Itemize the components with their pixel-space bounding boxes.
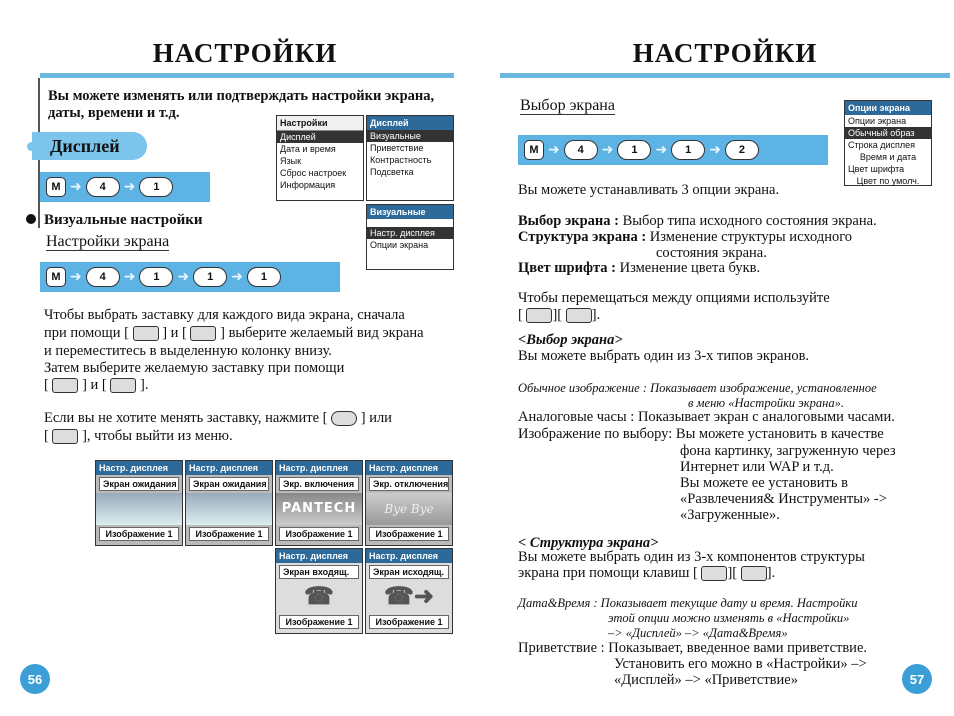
- greeting-3: «Дисплей» –> «Приветствие»: [614, 672, 798, 688]
- def-screen-select: Выбор экрана : Выбор типа исходного состояния экрана.: [518, 213, 877, 229]
- arrow-right-icon: ➜: [655, 142, 668, 158]
- section-structure-text-1: Вы можете выбрать один из 3-х компонентов структуры: [518, 549, 865, 565]
- screen-shot-6: [365, 548, 453, 634]
- menu-item[interactable]: Дата и время: [280, 144, 336, 154]
- shot-foot: Изображение 1: [279, 527, 359, 541]
- section-screen-select-head: <Выбор экрана>: [518, 332, 623, 348]
- settings-menu-header: Настройки: [277, 116, 363, 131]
- section-dot: [27, 142, 36, 151]
- menu-item[interactable]: Контрастность: [370, 155, 432, 165]
- shot-foot: Изображение 1: [369, 615, 449, 629]
- shot-header: Настр. дисплея: [186, 461, 272, 475]
- move-text-1: Чтобы перемещаться между опциями используйте: [518, 290, 830, 306]
- waterfall-image: [186, 493, 272, 525]
- custom-image-6: «Загруженные».: [680, 507, 780, 523]
- subheading: Настройки экрана: [46, 233, 170, 250]
- right-subheading: Выбор экрана: [520, 97, 615, 114]
- shot-sub: Экран входящ.: [279, 565, 359, 579]
- nav-key-icon: [741, 566, 767, 581]
- menu-item[interactable]: Цвет по умолч.: [856, 176, 920, 186]
- greeting-1: Приветствие : Показывает, введенное вами приветствие.: [518, 640, 868, 656]
- menu-item[interactable]: Приветствие: [370, 143, 424, 153]
- screen-shot-3: [275, 460, 363, 546]
- up-down-key-icon: [52, 378, 78, 393]
- menu-item[interactable]: Время и дата: [859, 152, 917, 162]
- left-title-rule: [40, 73, 454, 78]
- screen-shot-4: [365, 460, 453, 546]
- key-1: 1: [139, 267, 173, 287]
- right-page-title: НАСТРОЙКИ: [632, 38, 818, 68]
- move-text-2: [ ][ ].: [518, 307, 601, 323]
- screen-shot-1: [95, 460, 183, 546]
- arrow-right-icon: ➜: [123, 269, 136, 285]
- key-1: 1: [671, 140, 705, 160]
- menu-item[interactable]: Язык: [280, 156, 302, 166]
- datetime-3: –> «Дисплей» –> «Дата&Время»: [608, 626, 788, 640]
- settings-menu: [276, 115, 364, 201]
- arrow-right-icon: ➜: [70, 179, 82, 195]
- key-1: 1: [139, 177, 173, 197]
- custom-image-2: фона картинку, загруженную через: [680, 443, 896, 459]
- menu-item[interactable]: Визуальные: [367, 130, 453, 142]
- pantech-logo: PANTECH: [276, 493, 362, 525]
- menu-item[interactable]: Опции экрана: [370, 240, 429, 250]
- menu-item[interactable]: Настр. дисплея: [367, 227, 453, 239]
- screen-shot-2: [185, 460, 273, 546]
- shot-sub: Экр. отключения: [369, 477, 449, 491]
- menu-item[interactable]: Подсветка: [370, 167, 414, 177]
- analog-clock-text: Аналоговые часы : Показывает экран с аналоговыми часами.: [518, 409, 895, 425]
- section-title: Дисплей: [50, 136, 120, 156]
- shot-sub: Экран ожидания: [99, 477, 179, 491]
- phone-outgoing-icon: ☎➜: [383, 583, 434, 610]
- def-screen-structure: Структура экрана : Изменение структуры исходного: [518, 229, 853, 245]
- greeting-2: Установить его можно в «Настройки» –>: [614, 656, 867, 672]
- waterfall-image: [96, 493, 182, 525]
- shot-foot: Изображение 1: [189, 527, 269, 541]
- subsection-title: Визуальные настройки: [44, 212, 203, 228]
- key-1: 1: [617, 140, 651, 160]
- shot-header: Настр. дисплея: [276, 549, 362, 563]
- para1-line5: [ ] и [ ].: [44, 377, 149, 393]
- visual-menu-header: Визуальные: [367, 205, 453, 219]
- nav-key-icon: [566, 308, 592, 323]
- menu-item[interactable]: Опции экрана: [848, 116, 907, 126]
- display-menu-header: Дисплей: [367, 116, 453, 130]
- para1-line3: и переместитесь в выделенную колонку внизу.: [44, 343, 332, 359]
- page-number-right: 57: [902, 664, 932, 694]
- menu-key: M: [524, 140, 544, 160]
- key-4: 4: [86, 267, 120, 287]
- para1-line1: Чтобы выбрать заставку для каждого вида экрана, сначала: [44, 307, 405, 323]
- shot-foot: Изображение 1: [279, 615, 359, 629]
- normal-image-1: Обычное изображение : Показывает изображение, установленное: [518, 381, 877, 395]
- left-right-key-icon: [526, 308, 552, 323]
- key-sequence-1: [40, 172, 210, 202]
- datetime-2: этой опции можно изменять в «Настройки»: [608, 611, 850, 625]
- menu-key: M: [46, 267, 66, 287]
- bye-bye-image: Bye Bye: [366, 493, 452, 525]
- key-1: 1: [247, 267, 281, 287]
- shot-header: Настр. дисплея: [96, 461, 182, 475]
- section-structure-head: < Структура экрана>: [518, 535, 659, 551]
- left-right-key-icon: [133, 326, 159, 341]
- def-screen-structure-2: состояния экрана.: [656, 245, 767, 261]
- arrow-right-icon: ➜: [709, 142, 721, 158]
- arrow-right-icon: ➜: [601, 142, 614, 158]
- nav-key-icon: [190, 326, 216, 341]
- menu-key: M: [46, 177, 66, 197]
- visual-menu: [366, 204, 454, 270]
- key-1: 1: [193, 267, 227, 287]
- menu-item[interactable]: Дисплей: [277, 131, 363, 143]
- shot-sub: Экран исходящ.: [369, 565, 449, 579]
- key-sequence-3: [518, 135, 828, 165]
- key-4: 4: [86, 177, 120, 197]
- para1-line4: Затем выберите желаемую заставку при помощи: [44, 360, 345, 376]
- phone-icon: ☎: [304, 583, 334, 610]
- clear-key-icon: [331, 411, 357, 426]
- custom-image-4: Вы можете ее установить в: [680, 475, 848, 491]
- def-font-color: Цвет шрифта : Изменение цвета букв.: [518, 260, 761, 276]
- end-key-icon: [52, 429, 78, 444]
- normal-image-2: в меню «Настройки экрана».: [688, 396, 844, 410]
- section-screen-select-text: Вы можете выбрать один из 3-х типов экранов.: [518, 348, 810, 364]
- menu-item[interactable]: Строка дисплея: [848, 140, 916, 150]
- shot-header: Настр. дисплея: [366, 461, 452, 475]
- left-right-key-icon: [701, 566, 727, 581]
- bullet-icon: [26, 214, 36, 224]
- key-4: 4: [564, 140, 598, 160]
- left-intro-2: даты, времени и т.д.: [48, 105, 180, 121]
- section-structure-text-2: экрана при помощи клавиш [ ][ ].: [518, 565, 776, 581]
- shot-foot: Изображение 1: [99, 527, 179, 541]
- left-page-title: НАСТРОЙКИ: [152, 38, 338, 68]
- display-menu: [366, 115, 454, 201]
- right-title-rule: [500, 73, 950, 78]
- options-menu-header: Опции экрана: [845, 101, 931, 115]
- shot-header: Настр. дисплея: [366, 549, 452, 563]
- custom-image-3: Интернет или WAP и т.д.: [680, 459, 834, 475]
- shot-foot: Изображение 1: [369, 527, 449, 541]
- left-intro-1: Вы можете изменять или подтверждать настройки экрана,: [48, 88, 435, 104]
- menu-item[interactable]: Информация: [280, 180, 336, 190]
- arrow-right-icon: ➜: [177, 269, 190, 285]
- screen-shot-5: [275, 548, 363, 634]
- para2-line1: Если вы не хотите менять заставку, нажмите [ ] или: [44, 410, 392, 426]
- arrow-right-icon: ➜: [231, 269, 243, 285]
- custom-image-1: Изображение по выбору: Вы можете установить в качестве: [518, 426, 884, 442]
- shot-sub: Экран ожидания: [189, 477, 269, 491]
- custom-image-5: «Развлечения& Инструменты» ->: [680, 491, 887, 507]
- screen-options-menu: [844, 100, 932, 186]
- arrow-right-icon: ➜: [548, 142, 560, 158]
- arrow-right-icon: ➜: [70, 269, 82, 285]
- page-number-left: 56: [20, 664, 50, 694]
- menu-item[interactable]: Цвет шрифта: [848, 164, 905, 174]
- key-2: 2: [725, 140, 759, 160]
- menu-item[interactable]: Обычный образ: [845, 127, 931, 139]
- shot-header: Настр. дисплея: [276, 461, 362, 475]
- datetime-1: Дата&Время : Показывает текущие дату и время. Настройки: [518, 596, 858, 610]
- menu-item[interactable]: Сброс настроек: [280, 168, 347, 178]
- key-sequence-2: [40, 262, 340, 292]
- para2-line2: [ ], чтобы выйти из меню.: [44, 428, 233, 444]
- shot-sub: Экр. включения: [279, 477, 359, 491]
- arrow-right-icon: ➜: [123, 179, 136, 195]
- options-count-text: Вы можете устанавливать 3 опции экрана.: [518, 182, 780, 198]
- para1-line2: при помощи [ ] и [ ] выберите желаемый вид экрана: [44, 325, 424, 341]
- nav-key-icon: [110, 378, 136, 393]
